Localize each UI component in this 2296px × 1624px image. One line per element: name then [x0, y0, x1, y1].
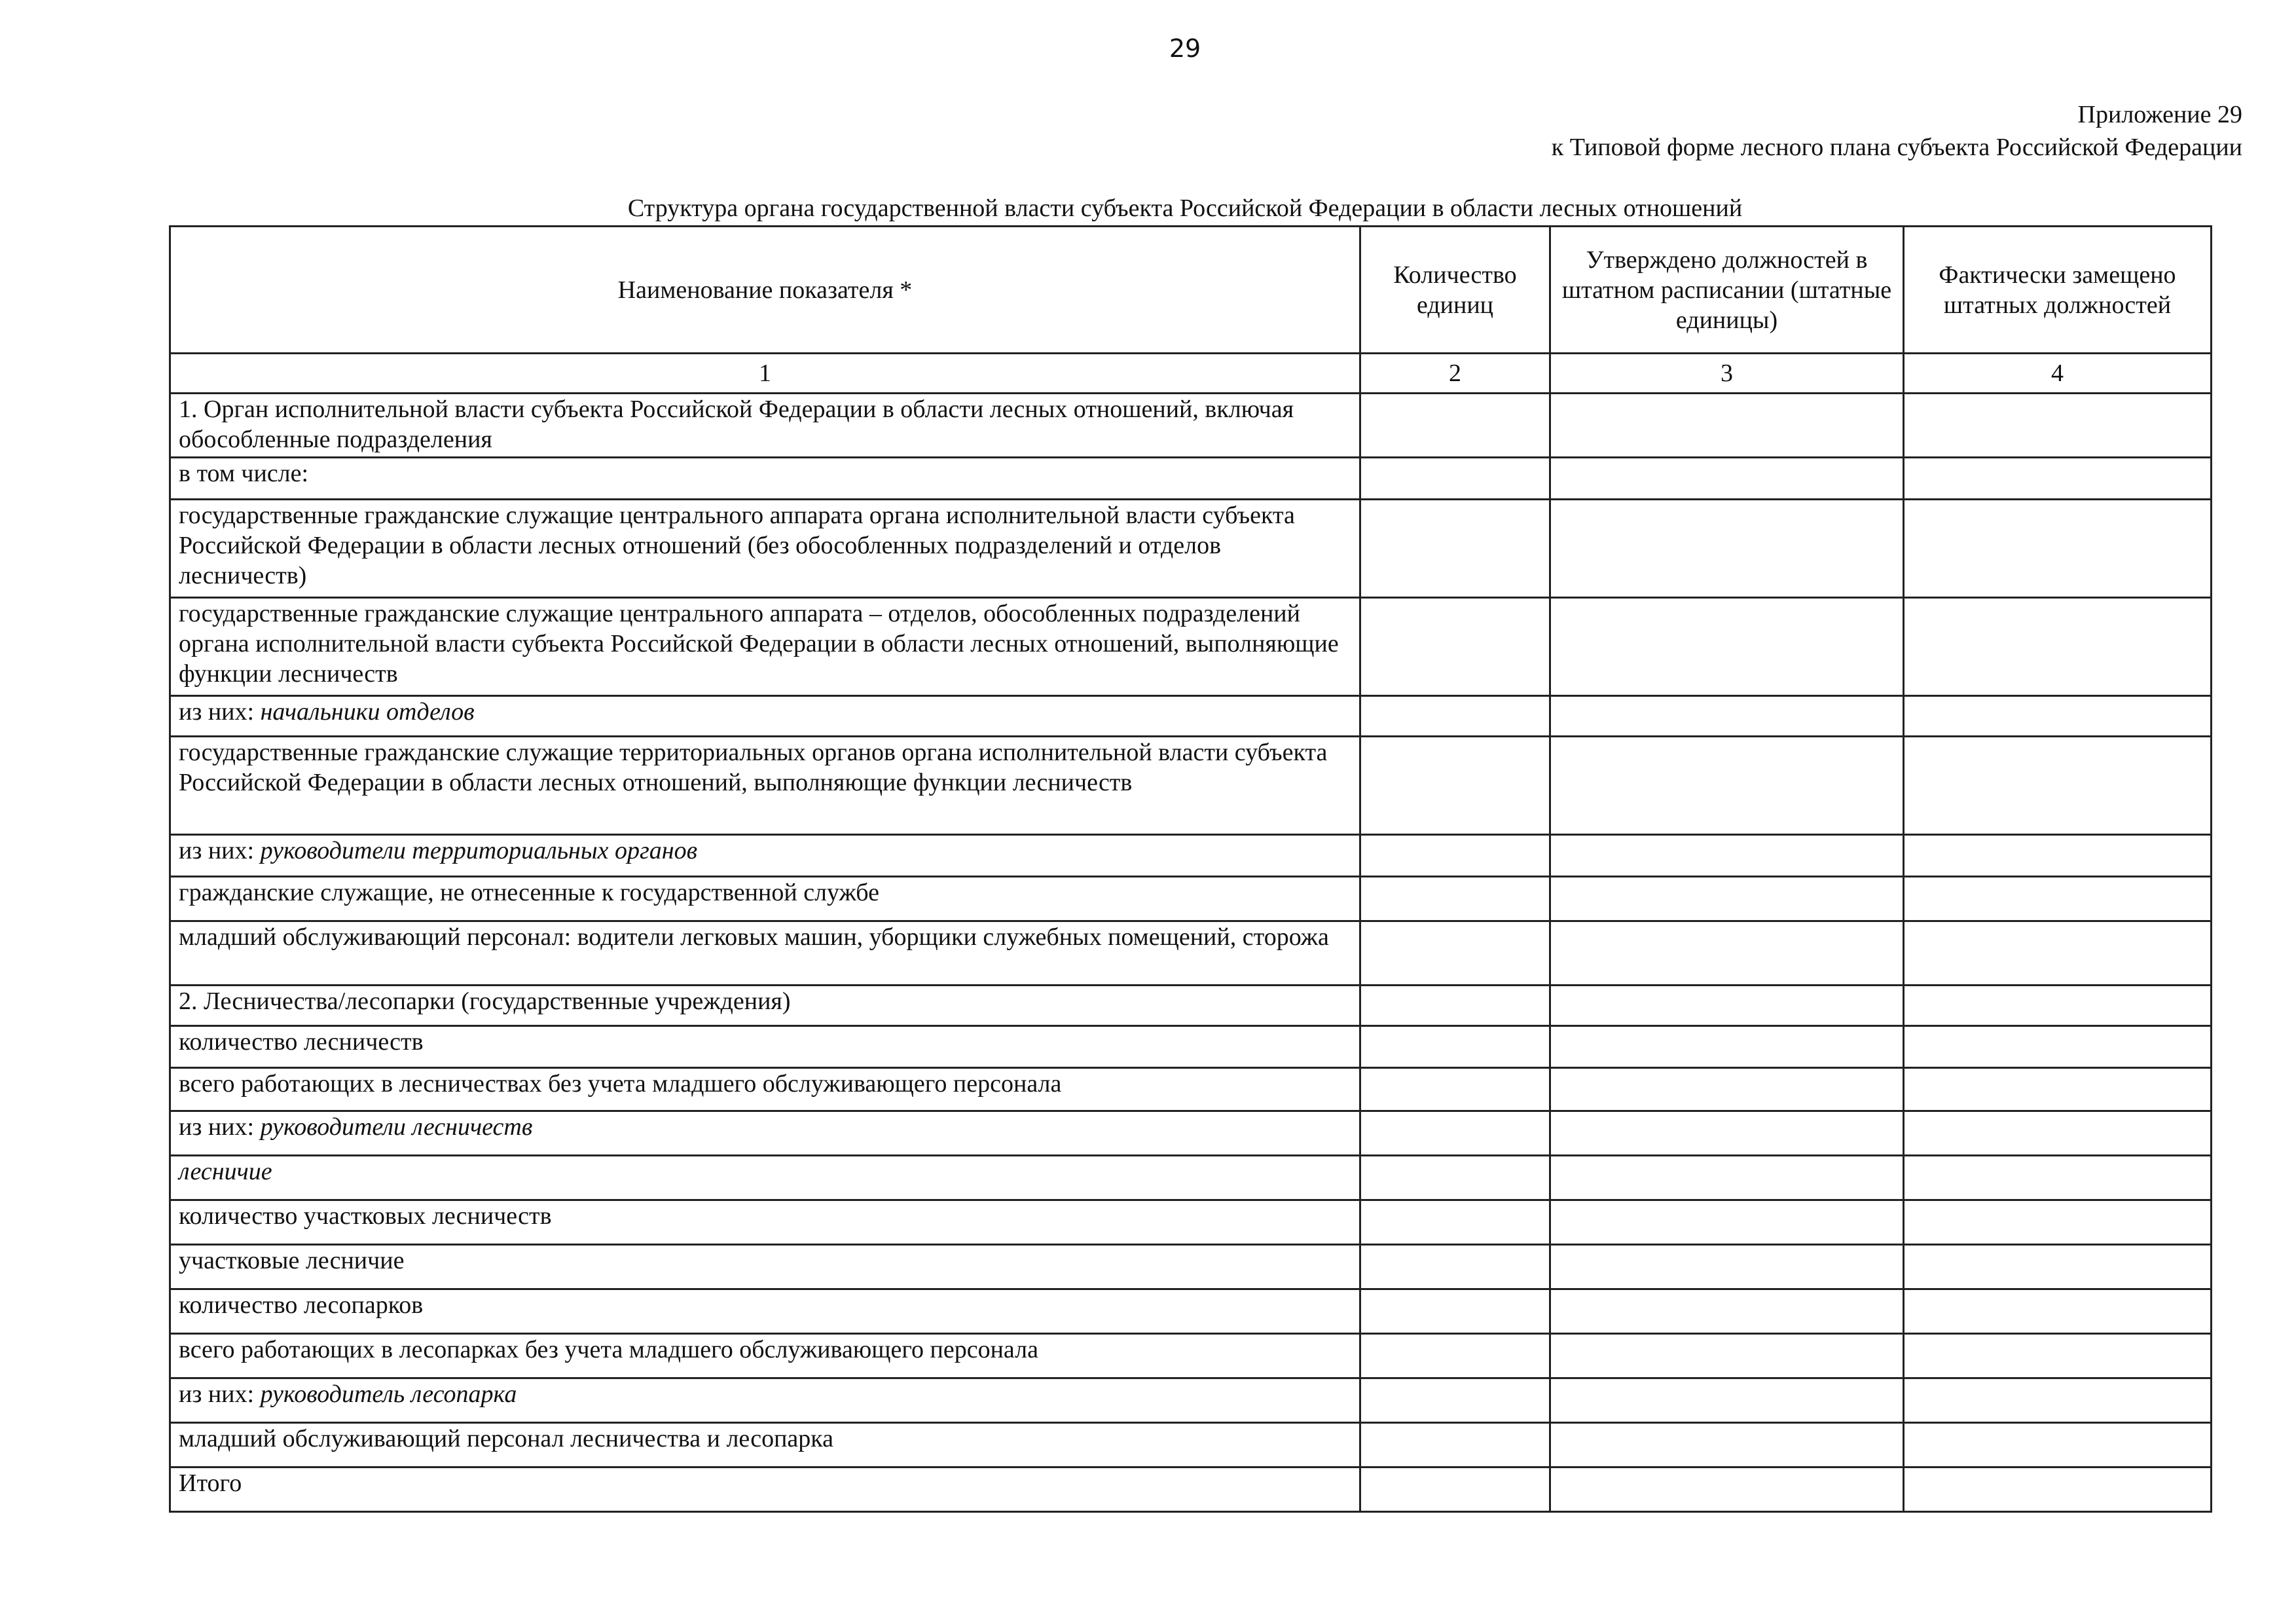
- row-label-text: младший обслуживающий персонал: водители легковых машин, уборщики служебных помещений, сторожа: [179, 923, 1329, 951]
- unit-count-cell[interactable]: [1360, 458, 1550, 500]
- row-label-text: количество лесопарков: [179, 1291, 424, 1319]
- actual-positions-cell[interactable]: [1904, 1111, 2212, 1156]
- row-label: [170, 835, 1360, 877]
- table-row: [170, 986, 2212, 1026]
- unit-count-cell[interactable]: [1360, 1200, 1550, 1245]
- row-label: [170, 1068, 1360, 1111]
- table-row: [170, 1200, 2212, 1245]
- approved-positions-cell[interactable]: [1550, 394, 1904, 458]
- row-label: [170, 1423, 1360, 1467]
- unit-count-cell[interactable]: [1360, 598, 1550, 696]
- actual-positions-cell[interactable]: [1904, 1334, 2212, 1378]
- actual-positions-cell[interactable]: [1904, 500, 2212, 598]
- actual-positions-cell[interactable]: [1904, 921, 2212, 986]
- row-label: [170, 1200, 1360, 1245]
- approved-positions-cell[interactable]: [1550, 1334, 1904, 1378]
- header-indicator-name: Наименование показателя *: [170, 227, 1360, 354]
- unit-count-cell[interactable]: [1360, 1026, 1550, 1068]
- row-label-text: начальники отделов: [260, 698, 475, 726]
- row-label: [170, 1334, 1360, 1378]
- table-row: [170, 1111, 2212, 1156]
- approved-positions-cell[interactable]: [1550, 1156, 1904, 1200]
- header-unit-count: Количество единиц: [1360, 227, 1550, 354]
- actual-positions-cell[interactable]: [1904, 1156, 2212, 1200]
- row-label-text: государственные гражданские служащие центрального аппарата органа исполнительной власти субъекта Российской Федерации в области лесных отношений (без обособленных подразделений и отделов лесничеств): [179, 502, 1295, 589]
- appendix-line-2: к Типовой форме лесного плана субъекта Российской Федерации: [1551, 134, 2242, 161]
- row-label-text: 1. Орган исполнительной власти субъекта Российской Федерации в области лесных отношений, включая обособленные подразделения: [179, 396, 1294, 453]
- document-title: Структура органа государственной власти субъекта Российской Федерации в области лесных отношений: [627, 194, 1743, 222]
- approved-positions-cell[interactable]: [1550, 835, 1904, 877]
- table-row-total: [170, 1467, 2212, 1512]
- approved-positions-cell[interactable]: [1550, 877, 1904, 921]
- unit-count-cell[interactable]: [1360, 1467, 1550, 1512]
- actual-positions-cell[interactable]: [1904, 1200, 2212, 1245]
- row-label: [170, 1111, 1360, 1156]
- table-row: [170, 598, 2212, 696]
- column-number: 3: [1550, 354, 1904, 394]
- unit-count-cell[interactable]: [1360, 1245, 1550, 1289]
- table-row: [170, 1423, 2212, 1467]
- row-label-text: количество участковых лесничеств: [179, 1202, 552, 1230]
- approved-positions-cell[interactable]: [1550, 696, 1904, 737]
- row-label-text: количество лесничеств: [179, 1028, 424, 1056]
- row-label-text: руководители лесничеств: [260, 1113, 533, 1141]
- row-label: [170, 921, 1360, 986]
- column-number: 4: [1904, 354, 2212, 394]
- row-label: [170, 986, 1360, 1026]
- row-label: [170, 598, 1360, 696]
- row-label-text: лесничие: [179, 1158, 272, 1185]
- table-row: [170, 1245, 2212, 1289]
- table-row: [170, 1378, 2212, 1423]
- table-row: [170, 1156, 2212, 1200]
- unit-count-cell[interactable]: [1360, 1156, 1550, 1200]
- row-label: [170, 1378, 1360, 1423]
- row-label: [170, 877, 1360, 921]
- table-row: [170, 1289, 2212, 1334]
- actual-positions-cell[interactable]: [1904, 394, 2212, 458]
- actual-positions-cell[interactable]: [1904, 696, 2212, 737]
- row-label: [170, 500, 1360, 598]
- actual-positions-cell[interactable]: [1904, 737, 2212, 835]
- approved-positions-cell[interactable]: [1550, 737, 1904, 835]
- row-label: [170, 1289, 1360, 1334]
- actual-positions-cell[interactable]: [1904, 1378, 2212, 1423]
- approved-positions-cell[interactable]: [1550, 1289, 1904, 1334]
- approved-positions-cell[interactable]: [1550, 1068, 1904, 1111]
- row-label-text: гражданские служащие, не отнесенные к государственной службе: [179, 879, 879, 906]
- row-label-prefix: из них:: [179, 837, 261, 864]
- unit-count-cell[interactable]: [1360, 737, 1550, 835]
- table-row: [170, 458, 2212, 500]
- approved-positions-cell[interactable]: [1550, 1026, 1904, 1068]
- header-approved-positions: Утверждено должностей в штатном расписании (штатные единицы): [1550, 227, 1904, 354]
- table-row: [170, 394, 2212, 458]
- table-row: [170, 500, 2212, 598]
- approved-positions-cell[interactable]: [1550, 1423, 1904, 1467]
- actual-positions-cell[interactable]: [1904, 1245, 2212, 1289]
- table-row: [170, 835, 2212, 877]
- approved-positions-cell[interactable]: [1550, 458, 1904, 500]
- page-number: 29: [1169, 34, 1201, 63]
- column-number-row: [170, 354, 2212, 394]
- unit-count-cell[interactable]: [1360, 835, 1550, 877]
- table-row: [170, 877, 2212, 921]
- approved-positions-cell[interactable]: [1550, 1111, 1904, 1156]
- approved-positions-cell[interactable]: [1550, 1378, 1904, 1423]
- row-label-text: в том числе:: [179, 460, 309, 487]
- actual-positions-cell[interactable]: [1904, 986, 2212, 1026]
- row-label-prefix: из них:: [179, 1380, 261, 1408]
- actual-positions-cell[interactable]: [1904, 1026, 2212, 1068]
- row-label: [170, 394, 1360, 458]
- column-number: 1: [170, 354, 1360, 394]
- row-label-text: 2. Лесничества/лесопарки (государственные учреждения): [179, 987, 791, 1015]
- actual-positions-cell[interactable]: [1904, 1467, 2212, 1512]
- unit-count-cell[interactable]: [1360, 877, 1550, 921]
- approved-positions-cell[interactable]: [1550, 500, 1904, 598]
- unit-count-cell[interactable]: [1360, 500, 1550, 598]
- row-label-prefix: из них:: [179, 698, 261, 726]
- unit-count-cell[interactable]: [1360, 986, 1550, 1026]
- actual-positions-cell[interactable]: [1904, 1289, 2212, 1334]
- header-actual-positions: Фактически замещено штатных должностей: [1904, 227, 2212, 354]
- unit-count-cell[interactable]: [1360, 1423, 1550, 1467]
- unit-count-cell[interactable]: [1360, 1378, 1550, 1423]
- actual-positions-cell[interactable]: [1904, 458, 2212, 500]
- row-label: [170, 1467, 1360, 1512]
- row-label-text: всего работающих в лесопарках без учета младшего обслуживающего персонала: [179, 1336, 1038, 1363]
- approved-positions-cell[interactable]: [1550, 1245, 1904, 1289]
- table-row: [170, 1334, 2212, 1378]
- row-label-text: младший обслуживающий персонал лесничества и лесопарка: [179, 1425, 834, 1452]
- row-label: [170, 1026, 1360, 1068]
- row-label: [170, 737, 1360, 835]
- actual-positions-cell[interactable]: [1904, 1423, 2212, 1467]
- unit-count-cell[interactable]: [1360, 1289, 1550, 1334]
- unit-count-cell[interactable]: [1360, 394, 1550, 458]
- table-row: [170, 1068, 2212, 1111]
- approved-positions-cell[interactable]: [1550, 921, 1904, 986]
- row-label-text: Итого: [179, 1469, 242, 1497]
- unit-count-cell[interactable]: [1360, 696, 1550, 737]
- table-row: [170, 737, 2212, 835]
- approved-positions-cell[interactable]: [1550, 1467, 1904, 1512]
- row-label: [170, 1156, 1360, 1200]
- table-row: [170, 696, 2212, 737]
- table-row: [170, 1026, 2212, 1068]
- appendix-reference: [1552, 98, 2242, 164]
- row-label-text: руководители территориальных органов: [260, 837, 698, 864]
- row-label-text: руководитель лесопарка: [260, 1380, 517, 1408]
- structure-table: [169, 225, 2212, 1513]
- actual-positions-cell[interactable]: [1904, 1068, 2212, 1111]
- approved-positions-cell[interactable]: [1550, 986, 1904, 1026]
- approved-positions-cell[interactable]: [1550, 1200, 1904, 1245]
- column-number: 2: [1360, 354, 1550, 394]
- row-label-text: участковые лесничие: [179, 1247, 405, 1274]
- actual-positions-cell[interactable]: [1904, 877, 2212, 921]
- actual-positions-cell[interactable]: [1904, 835, 2212, 877]
- row-label-prefix: из них:: [179, 1113, 261, 1141]
- unit-count-cell[interactable]: [1360, 921, 1550, 986]
- row-label: [170, 696, 1360, 737]
- unit-count-cell[interactable]: [1360, 1111, 1550, 1156]
- approved-positions-cell[interactable]: [1550, 598, 1904, 696]
- row-label: [170, 458, 1360, 500]
- row-label: [170, 1245, 1360, 1289]
- table-header-row: [170, 227, 2212, 354]
- unit-count-cell[interactable]: [1360, 1334, 1550, 1378]
- appendix-line-1: Приложение 29: [2077, 101, 2242, 128]
- row-label-text: государственные гражданские служащие территориальных органов органа исполнительной власти субъекта Российской Федерации в области лесных отношений, выполняющие функции лесничеств: [179, 739, 1328, 796]
- actual-positions-cell[interactable]: [1904, 598, 2212, 696]
- row-label-text: государственные гражданские служащие центрального аппарата – отделов, обособленных подразделений органа исполнительной власти субъекта Российской Федерации в области лесных отношений, выполняющие функции лесничеств: [179, 600, 1339, 688]
- unit-count-cell[interactable]: [1360, 1068, 1550, 1111]
- row-label-text: всего работающих в лесничествах без учета младшего обслуживающего персонала: [179, 1070, 1062, 1098]
- table-row: [170, 921, 2212, 986]
